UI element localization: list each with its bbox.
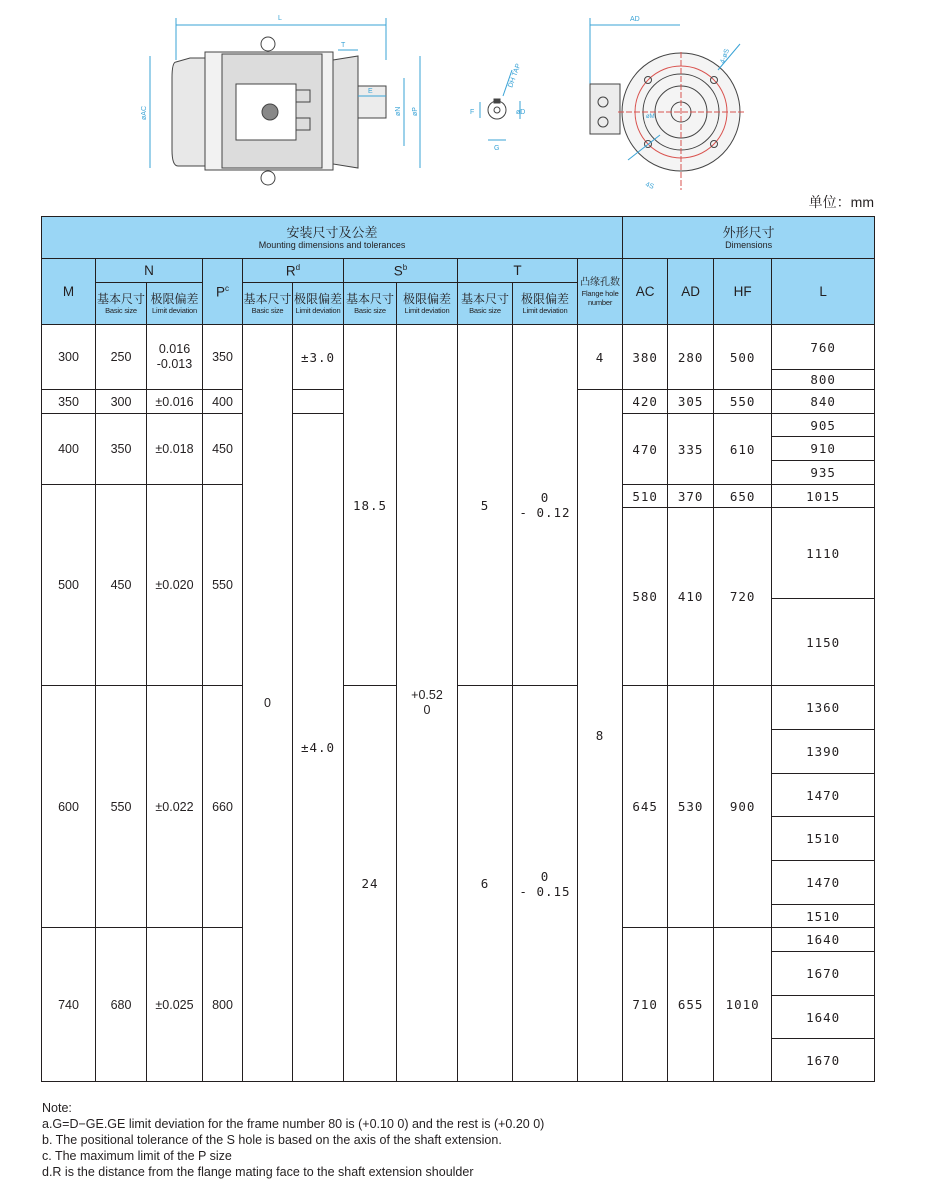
note-b: b. The positional tolerance of the S hole is based on the axis of the shaft extension.	[42, 1133, 502, 1147]
col-flange	[578, 259, 623, 325]
cell-flange-big: 8	[578, 390, 623, 1082]
cell-M: 350	[42, 390, 96, 414]
cell-L: 1150	[772, 599, 875, 686]
t-dev-lower: - 0.15	[519, 883, 571, 899]
dimensions-title-cn: 外形尺寸	[722, 224, 775, 240]
col-T	[458, 259, 578, 283]
col-AD-label: AD	[681, 284, 700, 299]
cell-HF: 900	[714, 686, 772, 928]
notes-title: Note:	[42, 1101, 72, 1115]
col-T-label: T	[513, 263, 522, 278]
cell-L: 1510	[772, 905, 875, 928]
cell-T-small-dev	[513, 325, 578, 686]
cell-AC: 510	[623, 485, 668, 508]
cell-P: 450	[203, 414, 243, 485]
label-T: T	[341, 42, 346, 49]
col-S-sup: b	[402, 262, 408, 272]
cell-L: 760	[772, 325, 875, 370]
cell-L: 1470	[772, 774, 875, 817]
n-dev-lower: -0.013	[156, 357, 193, 371]
table-row	[42, 325, 875, 370]
col-R	[243, 259, 344, 283]
cell-N: 350	[96, 414, 147, 485]
dimension-table	[41, 216, 875, 1082]
flange-en2: number	[587, 298, 613, 307]
cell-N: 450	[96, 485, 147, 686]
label-N: øN	[395, 106, 402, 116]
cell-AD: 530	[668, 686, 714, 928]
cell-M: 740	[42, 928, 96, 1082]
col-HF	[714, 259, 772, 325]
cell-flange: 4	[578, 325, 623, 390]
label-4S: 4-øS	[719, 48, 732, 65]
S-basic-header	[344, 283, 397, 325]
cell-R-dev: ±3.0	[293, 325, 344, 390]
label-D: øD	[516, 109, 526, 116]
cell-N: 550	[96, 686, 147, 928]
cell-N: 250	[96, 325, 147, 390]
note-c: c. The maximum limit of the P size	[42, 1149, 232, 1163]
motor-front-view	[150, 18, 420, 185]
basic-en: Basic size	[354, 305, 386, 315]
note-a: a.G=D−GE.GE limit deviation for the frame number 80 is (+0.10 0) and the rest is (+0.20 0)	[42, 1117, 545, 1131]
label-P: øP	[412, 107, 419, 116]
cell-AD: 335	[668, 414, 714, 485]
cell-R-dev-blank	[293, 390, 344, 414]
cell-AC: 380	[623, 325, 668, 390]
T-basic-header	[458, 283, 513, 325]
label-L: L	[278, 15, 282, 22]
notes	[42, 1100, 922, 1180]
cell-N-dev: ±0.020	[147, 485, 203, 686]
T-limit-header	[513, 283, 578, 325]
label-F: F	[470, 109, 475, 116]
cell-L: 1670	[772, 1039, 875, 1082]
basic-cn: 基本尺寸	[460, 291, 509, 306]
cell-L: 1640	[772, 928, 875, 952]
cell-AD: 410	[668, 508, 714, 686]
cell-AD: 655	[668, 928, 714, 1082]
label-DH-TAP: DH TAP	[507, 62, 523, 89]
cell-HF: 500	[714, 325, 772, 390]
flange-cn: 凸缘孔数	[580, 277, 621, 288]
motor-drawing	[0, 0, 952, 200]
cell-N: 680	[96, 928, 147, 1082]
table-row	[42, 686, 875, 730]
cell-T-large: 6	[458, 686, 513, 1082]
cell-P: 800	[203, 928, 243, 1082]
cell-N: 300	[96, 390, 147, 414]
mounting-title-en: Mounting dimensions and tolerances	[258, 239, 406, 250]
n-dev-upper: 0.016	[158, 342, 191, 356]
cell-AC: 710	[623, 928, 668, 1082]
col-M	[42, 259, 96, 325]
s-dev-upper: +0.52	[411, 688, 443, 702]
limit-en: Limit deviation	[404, 305, 450, 315]
cell-L: 1015	[772, 485, 875, 508]
cell-L: 1640	[772, 996, 875, 1039]
cell-HF: 650	[714, 485, 772, 508]
col-AD	[668, 259, 714, 325]
cell-N-dev: ±0.025	[147, 928, 203, 1082]
cell-T-small: 5	[458, 325, 513, 686]
mounting-header	[42, 217, 623, 259]
cell-L: 1390	[772, 730, 875, 774]
cell-HF: 550	[714, 390, 772, 414]
t-dev-upper: 0	[540, 868, 550, 884]
col-S	[344, 259, 458, 283]
cell-L: 905	[772, 414, 875, 437]
col-R-sup: d	[295, 262, 301, 272]
label-AC: øAC	[141, 106, 148, 120]
limit-en: Limit deviation	[295, 305, 341, 315]
cell-AC: 470	[623, 414, 668, 485]
cell-S-large: 24	[344, 686, 397, 1082]
col-N-label: N	[144, 263, 154, 278]
limit-cn: 极限偏差	[293, 291, 342, 306]
cell-M: 600	[42, 686, 96, 928]
col-HF-label: HF	[733, 284, 752, 299]
flange-en1: Flange hole	[581, 289, 619, 298]
cell-HF: 720	[714, 508, 772, 686]
limit-cn: 极限偏差	[520, 291, 569, 306]
cell-R-dev-big: ±4.0	[293, 414, 344, 1082]
col-AC	[623, 259, 668, 325]
mounting-title-cn: 安装尺寸及公差	[286, 224, 378, 240]
cell-P: 550	[203, 485, 243, 686]
col-P	[203, 259, 243, 325]
cell-L: 910	[772, 437, 875, 461]
col-S-label: S	[393, 263, 403, 279]
cell-M: 300	[42, 325, 96, 390]
cell-L: 840	[772, 390, 875, 414]
cell-HF: 610	[714, 414, 772, 485]
cell-AD: 305	[668, 390, 714, 414]
limit-en: Limit deviation	[152, 305, 197, 315]
dimensions-title-en: Dimensions	[725, 239, 773, 250]
basic-cn: 基本尺寸	[96, 291, 145, 306]
cell-T-large-dev	[513, 686, 578, 1082]
R-basic-header	[243, 283, 293, 325]
note-d: d.R is the distance from the flange mating face to the shaft extension shoulder	[42, 1165, 474, 1179]
cell-AD: 280	[668, 325, 714, 390]
s-dev-lower: 0	[423, 703, 431, 717]
cell-P: 400	[203, 390, 243, 414]
cell-L: 1670	[772, 952, 875, 996]
basic-cn: 基本尺寸	[345, 291, 394, 306]
N-limit-header	[147, 283, 203, 325]
t-dev-upper: 0	[540, 490, 550, 505]
col-N	[96, 259, 203, 283]
col-L	[772, 259, 875, 325]
unit-label: 单位：mm	[808, 194, 874, 210]
col-P-label: P	[215, 284, 225, 300]
cell-S-small: 18.5	[344, 325, 397, 686]
cell-L: 1360	[772, 686, 875, 730]
cell-AC: 645	[623, 686, 668, 928]
motor-end-view	[590, 18, 744, 190]
cell-P: 660	[203, 686, 243, 928]
cell-L: 1470	[772, 861, 875, 905]
label-S: 4S	[644, 181, 655, 191]
cell-M: 400	[42, 414, 96, 485]
cell-N-dev: ±0.022	[147, 686, 203, 928]
R-limit-header	[293, 283, 344, 325]
cell-N-dev	[147, 325, 203, 390]
cell-AC: 580	[623, 508, 668, 686]
col-AC-label: AC	[635, 284, 655, 299]
col-P-sup: c	[225, 283, 229, 293]
cell-R-basic: 0	[243, 325, 293, 1082]
basic-cn: 基本尺寸	[243, 291, 292, 306]
limit-cn: 极限偏差	[402, 291, 451, 306]
t-dev-lower: - 0.12	[519, 505, 571, 520]
col-R-label: R	[285, 263, 296, 279]
label-M: øM	[646, 114, 655, 120]
limit-cn: 极限偏差	[150, 291, 199, 306]
cell-L: 1510	[772, 817, 875, 861]
dimensions-header	[623, 217, 875, 259]
label-E: E	[368, 88, 373, 95]
basic-en: Basic size	[251, 305, 284, 315]
cell-AD: 370	[668, 485, 714, 508]
col-M-label: M	[62, 284, 75, 299]
cell-S-dev	[397, 325, 458, 1082]
cell-N-dev: ±0.018	[147, 414, 203, 485]
cell-L: 800	[772, 370, 875, 390]
cell-N-dev: ±0.016	[147, 390, 203, 414]
label-G: G	[494, 145, 500, 152]
cell-P: 350	[203, 325, 243, 390]
basic-en: Basic size	[105, 305, 137, 315]
cell-AC: 420	[623, 390, 668, 414]
N-basic-header	[96, 283, 147, 325]
limit-en: Limit deviation	[522, 305, 568, 315]
S-limit-header	[397, 283, 458, 325]
cell-HF: 1010	[714, 928, 772, 1082]
cell-L: 935	[772, 461, 875, 485]
label-AD: AD	[630, 16, 640, 23]
cell-L: 1110	[772, 508, 875, 599]
basic-en: Basic size	[469, 305, 501, 315]
cell-M: 500	[42, 485, 96, 686]
col-L-label: L	[819, 284, 827, 299]
